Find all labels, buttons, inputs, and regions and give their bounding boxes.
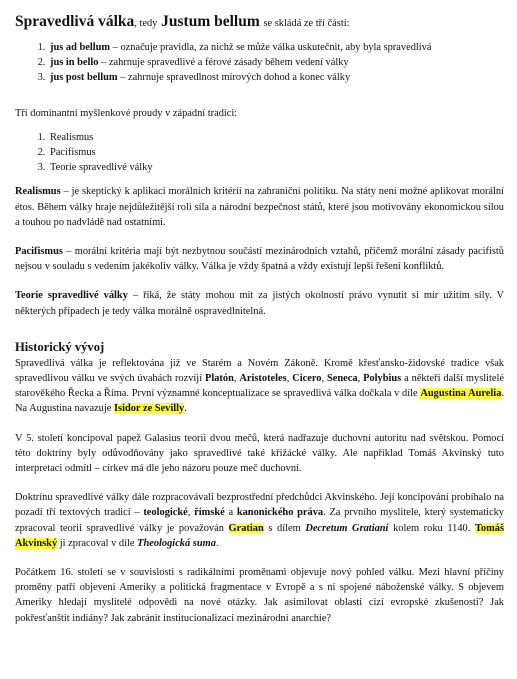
list-item: 2. Pacifismus bbox=[48, 145, 504, 160]
definition-realismus bbox=[15, 184, 504, 230]
list-item bbox=[48, 55, 504, 70]
parts-list bbox=[15, 40, 504, 86]
highlighted-name: Tomáš Akvinský bbox=[15, 522, 505, 549]
title-connector: , tedy bbox=[134, 18, 158, 29]
part-text: – zahrnuje spravedlivé a férové zásady během vedení války bbox=[98, 57, 349, 69]
definition-term: Pacifismus bbox=[15, 246, 63, 258]
person-name: Seneca bbox=[326, 373, 358, 385]
part-text: – označuje pravidla, za nichž se může válka uskutečnit, aby byla spravedlivá bbox=[110, 42, 432, 53]
work-title: Decretum Gratiani bbox=[305, 522, 389, 534]
part-term: jus post bellum bbox=[50, 72, 118, 84]
definition-just-war bbox=[15, 288, 504, 318]
part-term: jus in bello bbox=[50, 57, 99, 69]
definition-text: – říká, že státy mohou mít za jistých okolností právo vynutit si mír užitím síly. V některých případech je tedy válka morálně ospravedlnitelná. bbox=[15, 290, 504, 317]
definition-text: – morální kritéria mají být nezbytnou součástí mezinárodních vztahů, přičemž morální zásady pacifistů nejsou v souladu s vedením jakékoliv války. Válka je vždy špatná a vždy existují lepší řešení konfliktů. bbox=[15, 246, 504, 273]
part-text: – zahrnuje spravedlnost mírových dohod a konec války bbox=[117, 72, 351, 84]
list-item bbox=[48, 70, 504, 85]
traditions-list bbox=[15, 130, 504, 176]
history-paragraph-3: Doktrínu spravedlivé války dále rozpracovávali bezprostřední předchůdci Akvinského. Její koncipování probíhalo na pozadí tří textových tradicí – teologické, římské a kanonického práva. Za prvního myslitele, který systematicky zpracoval teorii spravedlivé války je považován Gratian s dílem Decretum Gratiani kolem roku 1140. Tomáš Akvinský ji zpracoval v díle Theologická suma. bbox=[15, 492, 505, 549]
tradition-term: římské bbox=[194, 507, 225, 519]
person-name: Polybius bbox=[363, 373, 402, 385]
part-term: jus ad bellum bbox=[50, 42, 111, 53]
person-name: Platón bbox=[204, 373, 234, 385]
traditions-intro: Tři dominantní myšlenkové proudy v západní tradici: bbox=[15, 107, 238, 119]
title-rest: se skládá ze tří částí: bbox=[263, 18, 350, 29]
history-paragraph-2: V 5. století koncipoval papež Galasius teorii dvou mečů, která nadřazuje duchovní autoritu nad světskou. Pomocí této doktríny byly odůvodňovány jako spravedlivé také křižácké války. Ale například Tomáš Akvinský tuto interpretaci odmítl – církev má dle jeho názoru pouze meč duchovní. bbox=[15, 432, 504, 475]
tradition-term: teologické bbox=[143, 507, 188, 519]
history-paragraph-1: Spravedlivá válka je reflektována již ve Starém a Novém Zákoně. Kromě křesťansko-židovské tradice však spravedlivou válku ve svých úvahách rozvíjí Platón, Aristoteles, Cicero, Seneca, Polybius a někteří další myslitelé starověkého Řecka a Říma. První významné konceptualizace se spravedlivá válka dočkala v díle Augustina Aurelia. Na Augustina navazuje Isidor ze Sevilly. bbox=[15, 357, 505, 415]
list-item: 1. Realismus bbox=[48, 130, 504, 145]
highlighted-name: Gratian bbox=[228, 522, 264, 534]
title-latin: Justum bellum bbox=[161, 13, 260, 30]
person-name: Aristoteles bbox=[239, 373, 287, 385]
list-item: 3. Teorie spravedlivé války bbox=[48, 160, 504, 175]
definition-term: Teorie spravedlivé války bbox=[15, 290, 128, 302]
person-name: Cicero bbox=[292, 373, 322, 385]
list-item bbox=[48, 40, 504, 55]
highlighted-name: Isidor ze Sevilly bbox=[113, 403, 185, 415]
section-heading: Historický vývoj bbox=[15, 339, 105, 354]
tradition-term: kanonického práva bbox=[236, 507, 324, 519]
history-paragraph-4: Počátkem 16. století se v souvislosti s radikálními proměnami objevuje nový pohled válku. Mezi hlavní příčiny proměny patří objevení Ameriky a politická fragmentace v Evropě a s ní spojené náboženské války. S objevem Ameriky hledají myslitelé odpovědi na nové otázky. Jak asimilovat oblasti cizí evropské zkušenosti? Jak pokřesťanštit indiány? Jak zabránit institucionalizaci mezinárodní anarchie? bbox=[15, 567, 504, 624]
work-title: Theologická suma bbox=[137, 537, 216, 549]
title-main: Spravedlivá válka bbox=[15, 13, 135, 30]
document-title bbox=[15, 12, 504, 34]
definition-term: Realismus bbox=[15, 186, 61, 198]
highlighted-name: Augustina Aurelia bbox=[420, 388, 502, 400]
definition-text: – je skeptický k aplikaci morálních kritérií na zahraniční politiku. Na státy není možné aplikovat morální étos. Během války hraje nejdůležitější roli síla a národní bezpečnost států, které jsou motivovány ekonomickou silou a touhou po nadvládě nad ostatními. bbox=[15, 186, 504, 228]
definition-pacifismus bbox=[15, 244, 504, 274]
